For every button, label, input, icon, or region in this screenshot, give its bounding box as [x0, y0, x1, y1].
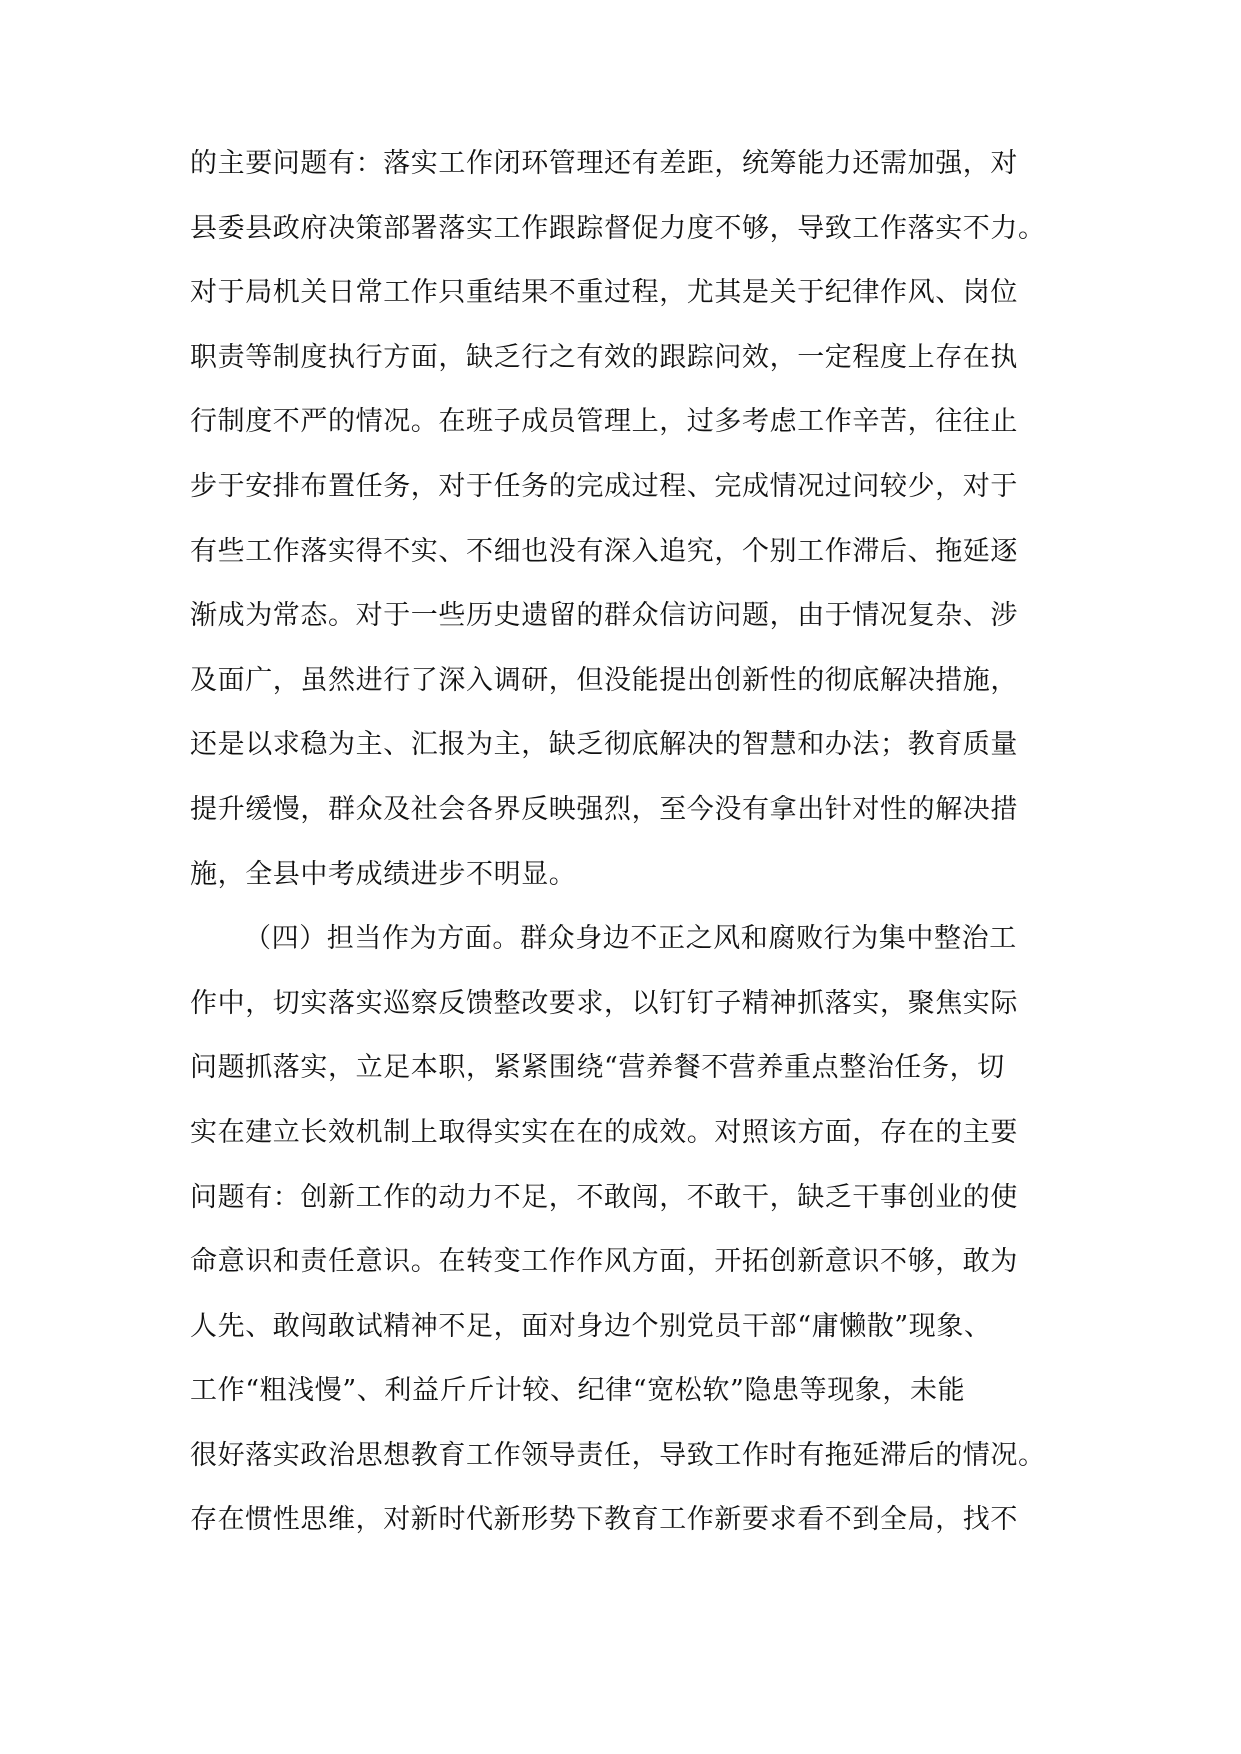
text-line: 实在建立长效机制上取得实实在在的成效。对照该方面，存在的主要	[190, 1116, 1018, 1148]
text-line: 存在惯性思维，对新时代新形势下教育工作新要求看不到全局，找不	[190, 1504, 1018, 1536]
text-line: 有些工作落实得不实、不细也没有深入追究，个别工作滞后、拖延逐	[190, 535, 1018, 567]
text-line: 对于局机关日常工作只重结果不重过程，尤其是关于纪律作风、岗位	[190, 277, 1018, 309]
text-line: 工作“粗浅慢”、利益斤斤计较、纪律“宽松软”隐患等现象，未能	[190, 1375, 966, 1407]
text-line: 行制度不严的情况。在班子成员管理上，过多考虑工作辛苦，往往止	[190, 406, 1018, 438]
section-heading-line: （四）担当作为方面。群众身边不正之风和腐败行为集中整治工	[244, 923, 1017, 955]
text-line: 步于安排布置任务，对于任务的完成过程、完成情况过问较少，对于	[190, 470, 1018, 502]
text-line: 命意识和责任意识。在转变工作作风方面，开拓创新意识不够，敢为	[190, 1246, 1018, 1278]
text-line: 提升缓慢，群众及社会各界反映强烈，至今没有拿出针对性的解决措	[190, 793, 1018, 825]
text-line: 及面广，虽然进行了深入调研，但没能提出创新性的彻底解决措施，	[190, 664, 1018, 696]
text-line: 还是以求稳为主、汇报为主，缺乏彻底解决的智慧和办法；教育质量	[190, 729, 1018, 761]
text-line: 职责等制度执行方面，缺乏行之有效的跟踪问效，一定程度上存在执	[190, 341, 1018, 373]
text-line: 问题有：创新工作的动力不足，不敢闯，不敢干，缺乏干事创业的使	[190, 1181, 1018, 1213]
text-line: 的主要问题有：落实工作闭环管理还有差距，统筹能力还需加强，对	[190, 148, 1018, 179]
text-line: 施，全县中考成绩进步不明显。	[190, 858, 577, 890]
body-text	[190, 132, 1090, 1553]
text-line: 问题抓落实，立足本职，紧紧围绕“营养餐不营养重点整治任务，切	[190, 1052, 1005, 1084]
text-line: 渐成为常态。对于一些历史遗留的群众信访问题，由于情况复杂、涉	[190, 600, 1018, 632]
text-line: 县委县政府决策部署落实工作跟踪督促力度不够，导致工作落实不力。	[190, 212, 1046, 244]
text-line: 作中，切实落实巡察反馈整改要求，以钉钉子精神抓落实，聚焦实际	[190, 987, 1018, 1019]
text-line: 很好落实政治思想教育工作领导责任，导致工作时有拖延滞后的情况。	[190, 1439, 1046, 1471]
text-line: 人先、敢闯敢试精神不足，面对身边个别党员干部“庸懒散”现象、	[190, 1310, 992, 1342]
